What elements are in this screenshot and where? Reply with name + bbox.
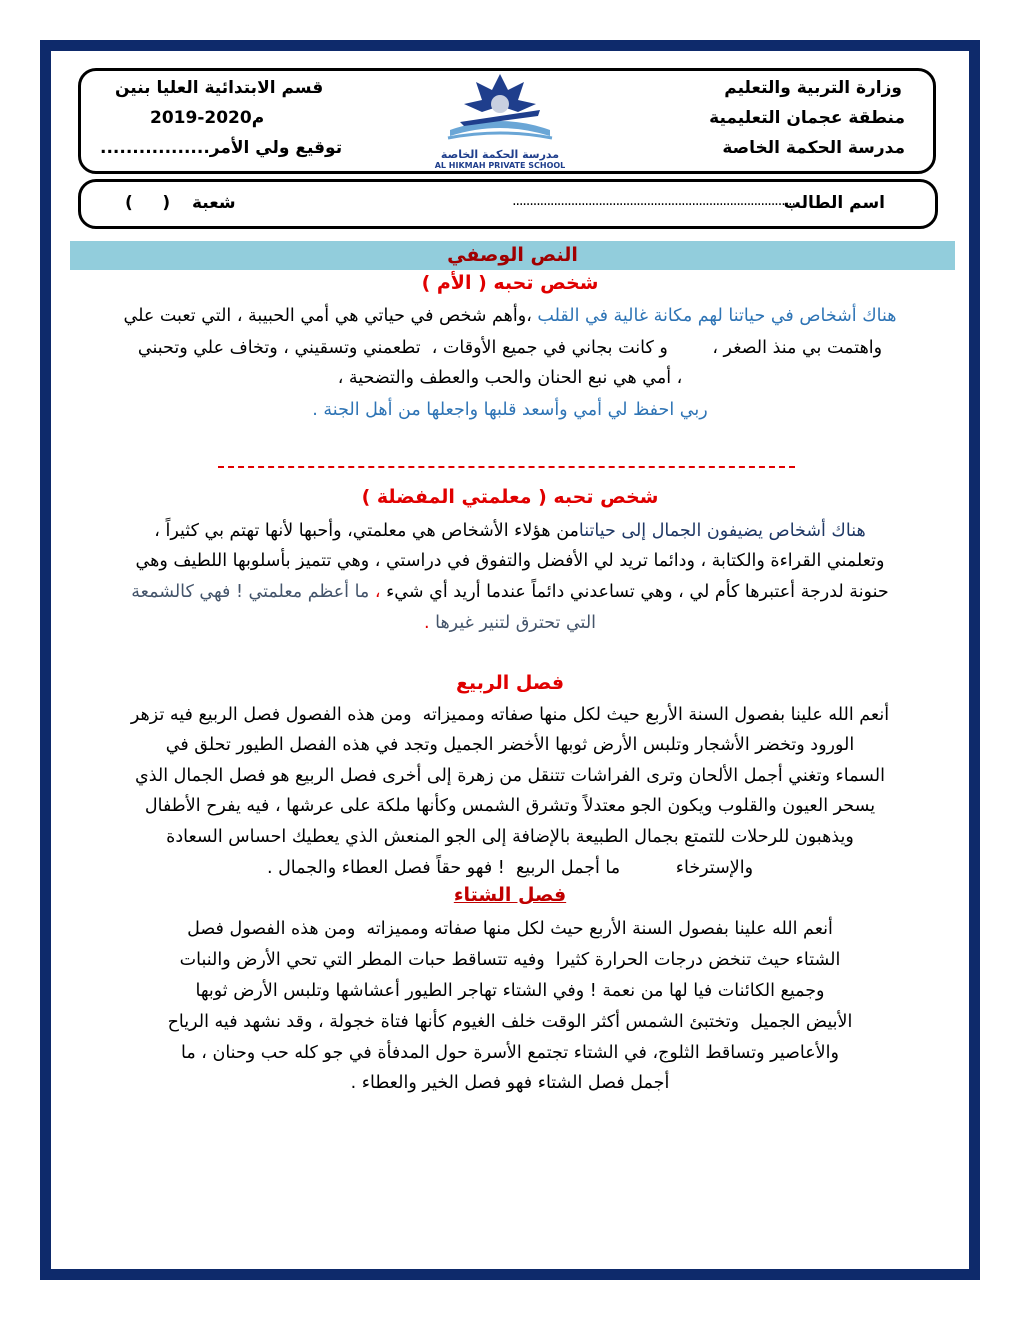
text-segment: حنونة لدرجة أعتبرها كأم لي ، وهي تساعدني دائماً عندما أريد أي شيء [380,582,889,602]
section-field[interactable]: ( ) [125,193,171,213]
text-segment: هناك أشخاص يضيفون الجمال إلى حياتنا [578,521,866,541]
parent-signature-label: توقيع ولي الأمر................. [100,138,343,158]
text-segment: ربي احفظ لي أمي وأسعد قلبها واجعلها من أهل الجنة . [312,400,708,420]
text-segment: السماء وتغني أجمل الألحان وترى الفراشات تتنقل من زهرة إلى أخرى فصل الربيع هو فصل الجمال الذي [135,766,885,786]
text-line [52,608,968,638]
text-line [52,333,968,363]
text-segment: ويذهبون للرحلات للتمتع بجمال الطبيعة بالإضافة إلى الجو المنعش الذي يعطيك احساس السعادة [166,827,854,847]
department-label: قسم الابتدائية العليا بنين [115,78,324,98]
text-line [52,1007,968,1037]
section-label: شعبة [192,193,236,213]
section-divider [218,466,795,468]
text-line [52,761,968,791]
text-line [52,1038,968,1068]
year-label: 2019-2020م [150,108,265,128]
text-line [52,791,968,821]
text-segment: التي تحترق لتنير غيرها [429,613,597,633]
text-segment: يسحر العيون والقلوب ويكون الجو معتدلاً وتشرق الشمس وكأنها ملكة على عرشها ، فيه يفرح الأطفال [144,796,876,816]
text-segment: والإسترخاء ما أجمل الربيع ! فهو حقاً فصل العطاء والجمال . [266,858,754,878]
text-line [52,1068,968,1098]
title-band [70,241,955,270]
page-title: النص الوصفي [447,244,578,266]
logo-emblem-icon [420,72,580,144]
section-title-teacher: شخص تحبه ( معلمتي المفضلة ) [361,486,659,508]
text-segment: وتعلمني القراءة والكتابة ، ودائما تريد لي الأفضل والتفوق في دراستي ، وهي تتميز بأسلوبها اللطيف وهي [135,551,885,571]
section-title-spring: فصل الربيع [455,672,565,694]
text-line [52,546,968,576]
text-segment: ،وأهم شخص في حياتي هي أمي الحبيبة ، التي تعبت علي [123,306,532,326]
text-segment: أجمل فصل الشتاء فهو فصل الخير والعطاء . [350,1073,670,1093]
text-segment: الأبيض الجميل وتختبئ الشمس أكثر الوقت خلف الغيوم كأنها فتاة خجولة ، وقد نشهد فيه الرياح [167,1012,853,1032]
text-segment: والأعاصير وتساقط الثلوج، في الشتاء تجتمع الأسرة حول المدفأة في جو كله حب وحنان ، ما [181,1043,839,1063]
text-segment: واهتمت بي منذ الصغر ، و كانت بجاني في جميع الأوقات ، تطعمني وتسقيني ، وتخاف علي وتحبني [137,338,883,358]
text-segment: الورود وتخضر الأشجار وتلبس الأرض ثوبها الأخضر الجميل وتجد في هذه الفصل الطيور تحلق في [165,735,855,755]
text-line [52,822,968,852]
text-segment: هناك أشخاص في حياتنا لهم مكانة غالية في القلب [531,306,897,326]
region-label: منطقة عجمان التعليمية [709,108,905,128]
text-segment: أنعم الله علينا بفصول السنة الأربع حيث لكل منها صفاته ومميزاته ومن هذه الفصول فصل الربيع فيه تزهر [130,705,890,725]
text-line [52,577,968,607]
student-name-label: اسم الطالب [783,193,885,213]
text-line [52,976,968,1006]
text-line [52,395,968,425]
text-segment: وجميع الكائنات فيا لها من نعمة ! وفي الشتاء تهاجر الطيور أعشاشها وتلبس الأرض ثوبها [195,981,825,1001]
text-line [52,853,968,883]
text-segment: . [423,613,430,633]
text-line [52,700,968,730]
text-segment: ، [369,582,381,602]
text-line [52,945,968,975]
text-segment: ، أمي هي نبع الحنان والحب والعطف والتضحية ، [337,368,683,388]
student-name-field[interactable]: .................................................................................. [512,193,795,209]
ministry-label: وزارة التربية والتعليم [724,78,902,98]
section-title-mother: شخص تحبه ( الأم ) [421,272,599,294]
text-segment: أنعم الله علينا بفصول السنة الأربع حيث لكل منها صفاته ومميزاته ومن هذه الفصول فصل [187,919,833,939]
logo-english-text: AL HIKMAH PRIVATE SCHOOL [434,161,566,170]
section-title-winter: فصل الشتاء [453,884,567,906]
text-segment: الشتاء حيث تنخض درجات الحرارة كثيرا وفيه تتساقط حبات المطر التي تحي الأرض والنبات [179,950,841,970]
text-segment: ما أعظم معلمتي ! فهي كالشمعة [131,582,370,602]
school-logo [420,72,580,172]
text-line [52,914,968,944]
text-line [52,516,968,546]
school-label: مدرسة الحكمة الخاصة [722,138,905,158]
logo-arabic-text: مدرسة الحكمة الخاصة [440,148,560,161]
text-line [52,363,968,393]
text-segment: من هؤلاء الأشخاص هي معلمتي، وأحبها لأنها تهتم بي كثيراً ، [154,521,579,541]
text-line [52,301,968,331]
text-line [52,730,968,760]
